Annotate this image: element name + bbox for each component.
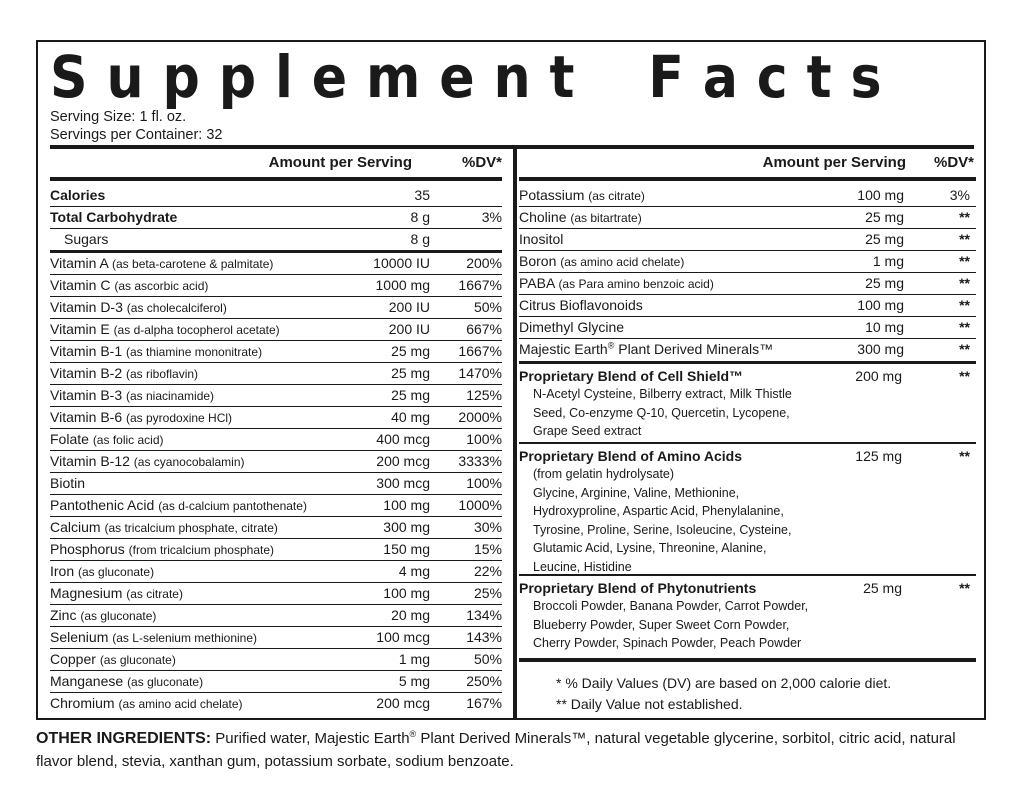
nutrient-amount: 4 mg — [398, 563, 430, 579]
nutrient-amount: 20 mg — [391, 607, 430, 623]
nutrient-row — [519, 229, 976, 251]
nutrient-row — [50, 583, 502, 605]
nutrient-name: Vitamin D-3 (as cholecalciferol) — [50, 299, 227, 315]
nutrient-source: (as cholecalciferol) — [126, 301, 227, 315]
proprietary-blend — [519, 576, 976, 658]
servings-per-container: Servings per Container: 32 — [50, 127, 223, 143]
nutrient-amount: 200 mcg — [376, 695, 430, 711]
left-nutrient-list — [50, 181, 502, 714]
nutrient-name: Dimethyl Glycine — [519, 319, 625, 335]
nutrient-dv: ** — [959, 231, 970, 247]
nutrient-amount: 5 mg — [398, 673, 430, 689]
nutrient-source: (as beta-carotene & palmitate) — [112, 257, 274, 271]
left-amount-header: Amount per Serving — [268, 154, 412, 171]
title-letter: a — [702, 43, 738, 111]
nutrient-amount: 100 mg — [857, 297, 904, 313]
nutrient-row — [50, 275, 502, 297]
nutrient-amount: 1 mg — [872, 253, 904, 269]
nutrient-dv: ** — [959, 275, 970, 291]
nutrient-row — [50, 473, 502, 495]
footnote-dv-basis: * % Daily Values (DV) are based on 2,000 calorie diet. — [556, 675, 892, 691]
blend-name: Proprietary Blend of Cell Shield™ — [519, 368, 744, 384]
blend-ingredients-line: Tyrosine, Proline, Serine, Isoleucine, Cysteine, — [533, 522, 792, 537]
nutrient-amount: 10 mg — [865, 319, 904, 335]
nutrient-row — [519, 273, 976, 295]
title-letter: e — [439, 43, 475, 111]
proprietary-blend — [519, 444, 976, 576]
blend-ingredients-line: Blueberry Powder, Super Sweet Corn Powder, — [533, 617, 790, 632]
blend-ingredients-line: Cherry Powder, Spinach Powder, Peach Powder — [533, 636, 802, 650]
blend-dv: ** — [959, 368, 970, 384]
nutrient-amount: 25 mg — [865, 231, 904, 247]
nutrient-amount: 25 mg — [391, 365, 430, 381]
nutrient-amount: 100 mg — [383, 585, 430, 601]
nutrient-name: Inositol — [519, 231, 564, 247]
nutrient-source: (as gluconate) — [127, 675, 204, 689]
nutrient-source: (as cyanocobalamin) — [133, 455, 245, 469]
nutrient-source: (as ascorbic acid) — [114, 279, 209, 293]
nutrient-row — [50, 561, 502, 583]
proprietary-blend — [519, 364, 976, 444]
nutrient-dv: ** — [959, 209, 970, 225]
nutrient-name: Sugars — [64, 231, 109, 247]
nutrient-dv: 167% — [466, 695, 502, 711]
nutrient-row — [50, 539, 502, 561]
nutrient-row — [50, 319, 502, 341]
nutrient-source: (as d-calcium pantothenate) — [158, 499, 307, 513]
serving-size: Serving Size: 1 fl. oz. — [50, 109, 187, 125]
nutrient-source: (as tricalcium phosphate, citrate) — [104, 521, 278, 535]
nutrient-row — [50, 429, 502, 451]
nutrient-name: Calories — [50, 187, 106, 203]
nutrient-amount: 300 mg — [383, 519, 430, 535]
nutrient-dv: 2000% — [458, 409, 502, 425]
title-letter: l — [274, 43, 293, 111]
nutrient-amount: 100 mg — [383, 497, 430, 513]
title-letter: n — [493, 43, 531, 111]
nutrient-row — [50, 517, 502, 539]
nutrient-amount: 200 mcg — [376, 453, 430, 469]
title-letter: u — [106, 43, 144, 111]
nutrient-dv: 50% — [473, 299, 502, 315]
right-header — [519, 147, 976, 177]
nutrient-source: (as gluconate) — [78, 565, 155, 579]
title-letter: t — [806, 43, 832, 111]
nutrient-amount: 1000 mg — [375, 277, 430, 293]
blend-ingredients-line: Glutamic Acid, Lysine, Threonine, Alanine, — [533, 541, 767, 555]
nutrient-row — [519, 295, 976, 317]
nutrient-row — [50, 297, 502, 319]
right-column — [519, 147, 976, 662]
nutrient-name: Vitamin B-2 (as riboflavin) — [50, 365, 199, 381]
blend-ingredients-line: (from gelatin hydrolysate) — [533, 467, 675, 481]
nutrient-amount: 300 mcg — [376, 475, 430, 491]
left-column — [50, 147, 502, 714]
nutrient-source: (as gluconate) — [99, 653, 176, 667]
proprietary-blends — [519, 364, 976, 658]
nutrient-name: Vitamin B-3 (as niacinamide) — [50, 387, 215, 403]
nutrient-name: Manganese (as gluconate) — [50, 673, 204, 689]
title-letter: S — [50, 43, 88, 111]
footnote-rule — [519, 658, 976, 662]
blend-dv: ** — [959, 448, 970, 464]
nutrient-source: (as amino acid chelate) — [560, 255, 685, 269]
nutrient-dv: 25% — [473, 585, 502, 601]
nutrient-source: (as bitartrate) — [570, 211, 642, 225]
footnote-dv-not-established: ** Daily Value not established. — [556, 696, 743, 712]
nutrient-row — [50, 671, 502, 693]
nutrient-dv: 15% — [473, 541, 502, 557]
nutrient-source: (as Para amino benzoic acid) — [558, 277, 714, 291]
blend-name: Proprietary Blend of Amino Acids — [519, 448, 742, 464]
nutrient-dv: 667% — [466, 321, 502, 337]
nutrient-name: Chromium (as amino acid chelate) — [50, 695, 243, 711]
nutrient-name: Vitamin E (as d-alpha tocopherol acetate) — [50, 321, 280, 337]
nutrient-source: (as amino acid chelate) — [118, 697, 243, 711]
nutrient-amount: 400 mcg — [376, 431, 430, 447]
title-letter: c — [756, 43, 788, 111]
nutrient-dv: 134% — [466, 607, 502, 623]
nutrient-amount: 300 mg — [857, 341, 904, 357]
nutrient-source: (as folic acid) — [92, 433, 164, 447]
right-dv-header: %DV* — [933, 154, 974, 171]
nutrient-dv: 1470% — [458, 365, 502, 381]
nutrient-amount: 1 mg — [398, 651, 430, 667]
nutrient-dv: 3% — [481, 209, 502, 225]
nutrient-name: Pantothenic Acid (as d-calcium pantothenate) — [50, 497, 307, 513]
nutrient-source: (as citrate) — [588, 189, 645, 203]
nutrient-row — [519, 207, 976, 229]
supplement-facts-panel — [36, 40, 986, 720]
title-letter: p — [162, 43, 200, 111]
nutrient-row — [50, 185, 502, 207]
nutrient-amount: 25 mg — [391, 387, 430, 403]
nutrient-row — [50, 385, 502, 407]
nutrient-name: Choline (as bitartrate) — [519, 209, 642, 225]
blend-amount: 125 mg — [855, 448, 902, 464]
blend-ingredients-line: Leucine, Histidine — [533, 559, 632, 574]
nutrient-amount: 10000 IU — [373, 255, 430, 271]
nutrient-name: Iron (as gluconate) — [50, 563, 155, 579]
blend-ingredients-line: Hydroxyproline, Aspartic Acid, Phenylalanine, — [533, 504, 784, 518]
column-divider — [513, 147, 517, 720]
nutrient-amount: 200 IU — [388, 321, 430, 337]
nutrient-row — [519, 251, 976, 273]
nutrient-amount: 100 mg — [857, 187, 904, 203]
nutrient-name: Boron (as amino acid chelate) — [519, 253, 685, 269]
nutrient-amount: 150 mg — [383, 541, 430, 557]
nutrient-row — [50, 229, 502, 253]
other-ingredients-text: Purified water, Majestic Earth® Plant Derived Minerals™, natural vegetable glycerine, sorbitol, citric acid, natural flavor blend, stevia, xanthan gum, potassium sorbate, sodium benzoate. — [36, 729, 956, 770]
title-letter: e — [311, 43, 348, 111]
other-ingredients — [36, 727, 996, 773]
title-letter: t — [549, 43, 575, 111]
nutrient-name: PABA (as Para amino benzoic acid) — [519, 275, 714, 291]
nutrient-amount: 25 mg — [391, 343, 430, 359]
nutrient-row — [50, 253, 502, 275]
nutrient-dv: 1667% — [458, 343, 502, 359]
nutrient-dv: ** — [959, 319, 970, 335]
nutrient-dv: ** — [959, 297, 970, 313]
nutrient-source: (as thiamine mononitrate) — [126, 345, 263, 359]
nutrient-row — [50, 451, 502, 473]
nutrient-name: Biotin — [50, 475, 86, 491]
nutrient-row — [50, 363, 502, 385]
blend-ingredients-line: Seed, Co-enzyme Q-10, Quercetin, Lycopene, — [533, 405, 790, 420]
nutrient-name: Vitamin B-6 (as pyrodoxine HCl) — [50, 409, 233, 425]
nutrient-name: Copper (as gluconate) — [50, 651, 176, 667]
nutrient-row — [50, 627, 502, 649]
nutrient-row — [50, 605, 502, 627]
nutrient-dv: 22% — [473, 563, 502, 579]
supplement-facts-title — [50, 43, 882, 111]
other-ingredients-label: OTHER INGREDIENTS: — [36, 730, 212, 747]
nutrient-row — [50, 207, 502, 229]
title-letter: s — [850, 43, 882, 111]
nutrient-name: Potassium (as citrate) — [519, 187, 645, 203]
nutrient-name: Vitamin B-1 (as thiamine mononitrate) — [50, 343, 263, 359]
nutrient-row — [519, 185, 976, 207]
nutrient-dv: 50% — [473, 651, 502, 667]
nutrient-amount: 8 g — [410, 231, 430, 247]
nutrient-amount: 40 mg — [391, 409, 430, 425]
nutrient-row — [50, 341, 502, 363]
nutrient-name: Magnesium (as citrate) — [50, 585, 183, 601]
nutrient-row — [519, 317, 976, 339]
nutrient-amount: 25 mg — [865, 275, 904, 291]
nutrient-source: (as gluconate) — [80, 609, 157, 623]
nutrient-amount: 35 — [414, 187, 430, 203]
blend-ingredients-line: Glycine, Arginine, Valine, Methionine, — [533, 485, 740, 500]
blend-amount: 25 mg — [863, 580, 902, 596]
nutrient-dv: 100% — [466, 475, 502, 491]
title-letter: p — [218, 43, 257, 111]
nutrient-name: Vitamin B-12 (as cyanocobalamin) — [50, 453, 245, 469]
nutrient-source: (as L-selenium methionine) — [112, 631, 257, 645]
nutrient-dv: 30% — [473, 519, 502, 535]
nutrient-dv: 3333% — [458, 453, 502, 469]
nutrient-dv: 100% — [466, 431, 502, 447]
nutrient-name: Vitamin C (as ascorbic acid) — [50, 277, 209, 293]
nutrient-dv: ** — [959, 253, 970, 269]
nutrient-dv: 1667% — [458, 277, 502, 293]
nutrient-name: Folate (as folic acid) — [50, 431, 164, 447]
nutrient-source: (from tricalcium phosphate) — [128, 543, 274, 557]
blend-ingredients-line: Grape Seed extract — [533, 424, 642, 438]
nutrient-name: Total Carbohydrate — [50, 209, 178, 225]
nutrient-amount: 25 mg — [865, 209, 904, 225]
nutrient-row — [519, 339, 976, 364]
nutrient-dv: 200% — [466, 255, 502, 271]
nutrient-name: Phosphorus (from tricalcium phosphate) — [50, 541, 274, 557]
nutrient-dv: 1000% — [458, 497, 502, 513]
nutrient-name: Majestic Earth® Plant Derived Minerals™ — [519, 340, 774, 357]
nutrient-row — [50, 693, 502, 714]
nutrient-row — [50, 649, 502, 671]
nutrient-source: (as citrate) — [126, 587, 183, 601]
blend-name: Proprietary Blend of Phytonutrients — [519, 580, 757, 596]
nutrient-source: (as d-alpha tocopherol acetate) — [113, 323, 280, 337]
nutrient-amount: 200 IU — [388, 299, 430, 315]
nutrient-amount: 100 mcg — [376, 629, 430, 645]
title-letter: m — [365, 43, 421, 111]
blend-amount: 200 mg — [855, 368, 902, 384]
blend-ingredients-line: Broccoli Powder, Banana Powder, Carrot Powder, — [533, 599, 809, 613]
blend-ingredients-line: N-Acetyl Cysteine, Bilberry extract, Milk Thistle — [533, 387, 792, 401]
nutrient-name: Zinc (as gluconate) — [50, 607, 157, 623]
left-dv-header: %DV* — [461, 154, 502, 171]
nutrient-source: (as pyrodoxine HCl) — [126, 411, 233, 425]
nutrient-dv: ** — [959, 341, 970, 357]
nutrient-dv: 125% — [466, 387, 502, 403]
nutrient-dv: 250% — [466, 673, 502, 689]
nutrient-name: Calcium (as tricalcium phosphate, citrate) — [50, 519, 278, 535]
nutrient-source: (as riboflavin) — [126, 367, 199, 381]
nutrient-name: Vitamin A (as beta-carotene & palmitate) — [50, 255, 274, 271]
left-header — [50, 147, 502, 177]
nutrient-dv: 143% — [466, 629, 502, 645]
right-nutrient-list — [519, 181, 976, 364]
nutrient-row — [50, 407, 502, 429]
nutrient-name: Citrus Bioflavonoids — [519, 297, 643, 313]
nutrient-row — [50, 495, 502, 517]
right-amount-header: Amount per Serving — [762, 154, 906, 171]
nutrient-amount: 8 g — [410, 209, 430, 225]
nutrient-source: (as niacinamide) — [126, 389, 215, 403]
nutrient-dv: 3% — [949, 187, 970, 203]
blend-dv: ** — [959, 580, 970, 596]
nutrient-name: Selenium (as L-selenium methionine) — [50, 629, 257, 645]
title-letter: F — [648, 43, 684, 111]
